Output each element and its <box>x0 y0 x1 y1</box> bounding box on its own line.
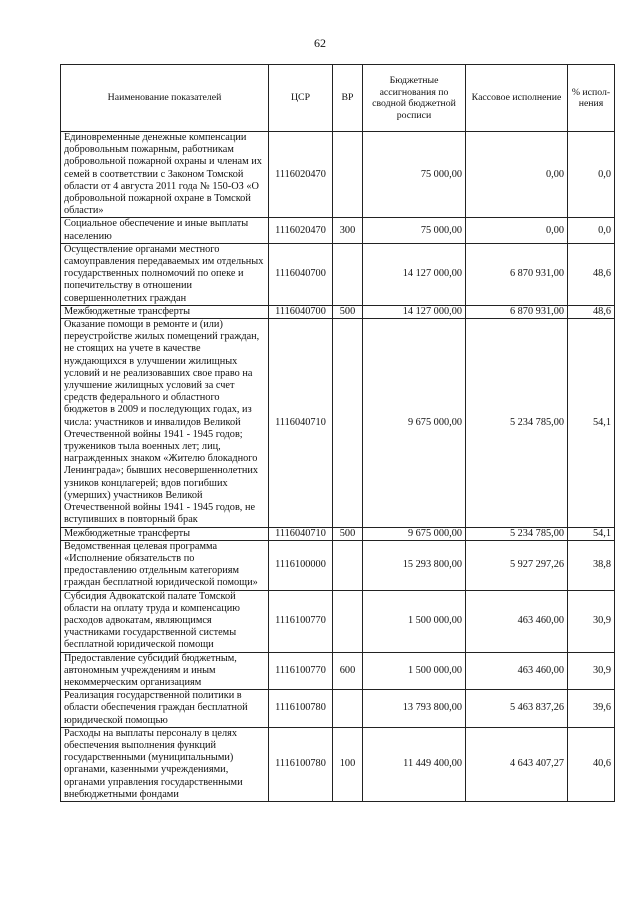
table-row <box>61 218 615 243</box>
row-vr-cell: 600 <box>333 652 363 690</box>
row-name-cell: Социальное обеспечение и иные выплаты населению <box>61 218 269 243</box>
budget-execution-table <box>60 64 615 802</box>
row-cash-cell: 6 870 931,00 <box>466 305 568 318</box>
row-budget-cell: 15 293 800,00 <box>363 540 466 590</box>
header-name: Наименование показателей <box>61 65 269 132</box>
row-name-cell: Единовременные денежные компенсации добровольным пожарным, работникам добровольной пожарной охраны и членам их семей в соответствии с Законом Томской области от 4 августа 2011 года № 150-ОЗ «О добровольной пожарной охране в Томской области» <box>61 132 269 218</box>
row-name-cell: Реализация государственной политики в области обеспечения граждан бесплатной юридической помощью <box>61 690 269 728</box>
row-budget-cell: 14 127 000,00 <box>363 305 466 318</box>
row-percent-cell: 48,6 <box>568 305 615 318</box>
row-percent-cell: 0,0 <box>568 218 615 243</box>
table-header-row <box>61 65 615 132</box>
row-budget-cell: 13 793 800,00 <box>363 690 466 728</box>
row-name-cell: Ведомственная целевая программа «Исполнение обязательств по предоставлению отдельным категориям граждан бесплатной юридической помощи» <box>61 540 269 590</box>
table-body <box>61 132 615 802</box>
row-vr-cell <box>333 590 363 652</box>
row-csr-cell: 1116040700 <box>269 305 333 318</box>
header-vr: ВР <box>333 65 363 132</box>
row-cash-cell: 5 234 785,00 <box>466 527 568 540</box>
row-csr-cell: 1116100780 <box>269 690 333 728</box>
row-vr-cell: 100 <box>333 727 363 801</box>
row-name-cell: Расходы на выплаты персоналу в целях обеспечения выполнения функций государственными (муниципальными) органами, казенными учреждениями, органами управления государственными внебюджетными фондами <box>61 727 269 801</box>
row-csr-cell: 1116040710 <box>269 319 333 527</box>
row-csr-cell: 1116040700 <box>269 243 333 305</box>
row-percent-cell: 54,1 <box>568 527 615 540</box>
row-vr-cell <box>333 132 363 218</box>
row-budget-cell: 1 500 000,00 <box>363 590 466 652</box>
row-cash-cell: 5 927 297,26 <box>466 540 568 590</box>
page-number: 62 <box>314 36 326 50</box>
header-percent: % испол-нения <box>568 65 615 132</box>
row-budget-cell: 1 500 000,00 <box>363 652 466 690</box>
row-csr-cell: 1116040710 <box>269 527 333 540</box>
row-name-cell: Оказание помощи в ремонте и (или) переустройстве жилых помещений граждан, не стоящих на учете в качестве нуждающихся в улучшении жилищных условий и не реализовавших свое право на улучшение жилищных условий за счет средств федерального и областного бюджетов в 2009 и последующих годах, из числа: участников и инвалидов Великой Отечественной войны 1941 - 1945 годов; тружеников тыла военных лет; лиц, награжденных знаком «Жителю блокадного Ленинграда»; бывших несовершеннолетних узников концлагерей; вдов погибших (умерших) участников Великой Отечественной войны 1941 - 1945 годов, не вступивших в повторный брак <box>61 319 269 527</box>
row-csr-cell: 1116100000 <box>269 540 333 590</box>
row-percent-cell: 30,9 <box>568 652 615 690</box>
table-row <box>61 132 615 218</box>
row-cash-cell: 0,00 <box>466 132 568 218</box>
row-percent-cell: 48,6 <box>568 243 615 305</box>
row-percent-cell: 40,6 <box>568 727 615 801</box>
table-row <box>61 540 615 590</box>
row-percent-cell: 0,0 <box>568 132 615 218</box>
row-csr-cell: 1116020470 <box>269 218 333 243</box>
table-row <box>61 305 615 318</box>
row-budget-cell: 9 675 000,00 <box>363 319 466 527</box>
row-vr-cell: 300 <box>333 218 363 243</box>
row-budget-cell: 14 127 000,00 <box>363 243 466 305</box>
row-csr-cell: 1116100770 <box>269 590 333 652</box>
row-cash-cell: 463 460,00 <box>466 590 568 652</box>
row-csr-cell: 1116100780 <box>269 727 333 801</box>
row-budget-cell: 11 449 400,00 <box>363 727 466 801</box>
row-name-cell: Предоставление субсидий бюджетным, автономным учреждениям и иным некоммерческим организациям <box>61 652 269 690</box>
table-row <box>61 243 615 305</box>
table-row <box>61 590 615 652</box>
row-cash-cell: 4 643 407,27 <box>466 727 568 801</box>
table-row <box>61 690 615 728</box>
row-name-cell: Межбюджетные трансферты <box>61 305 269 318</box>
row-cash-cell: 5 463 837,26 <box>466 690 568 728</box>
row-cash-cell: 0,00 <box>466 218 568 243</box>
row-vr-cell: 500 <box>333 527 363 540</box>
table-row <box>61 727 615 801</box>
row-csr-cell: 1116020470 <box>269 132 333 218</box>
header-budget: Бюджетные ассигнования по сводной бюджетной росписи <box>363 65 466 132</box>
table-row <box>61 652 615 690</box>
row-name-cell: Субсидия Адвокатской палате Томской области на оплату труда и компенсацию расходов адвокатам, являющимся участниками государственной системы бесплатной юридической помощи <box>61 590 269 652</box>
row-vr-cell <box>333 690 363 728</box>
row-percent-cell: 39,6 <box>568 690 615 728</box>
table-row <box>61 319 615 527</box>
row-cash-cell: 5 234 785,00 <box>466 319 568 527</box>
row-cash-cell: 6 870 931,00 <box>466 243 568 305</box>
header-csr: ЦСР <box>269 65 333 132</box>
header-cash: Кассовое исполнение <box>466 65 568 132</box>
row-vr-cell <box>333 540 363 590</box>
row-percent-cell: 38,8 <box>568 540 615 590</box>
row-budget-cell: 9 675 000,00 <box>363 527 466 540</box>
row-percent-cell: 30,9 <box>568 590 615 652</box>
row-name-cell: Осуществление органами местного самоуправления передаваемых им отдельных государственных полномочий по опеке и попечительству в отношении совершеннолетних граждан <box>61 243 269 305</box>
table-row <box>61 527 615 540</box>
row-cash-cell: 463 460,00 <box>466 652 568 690</box>
row-vr-cell: 500 <box>333 305 363 318</box>
row-csr-cell: 1116100770 <box>269 652 333 690</box>
row-name-cell: Межбюджетные трансферты <box>61 527 269 540</box>
row-vr-cell <box>333 243 363 305</box>
row-percent-cell: 54,1 <box>568 319 615 527</box>
row-budget-cell: 75 000,00 <box>363 218 466 243</box>
row-budget-cell: 75 000,00 <box>363 132 466 218</box>
row-vr-cell <box>333 319 363 527</box>
